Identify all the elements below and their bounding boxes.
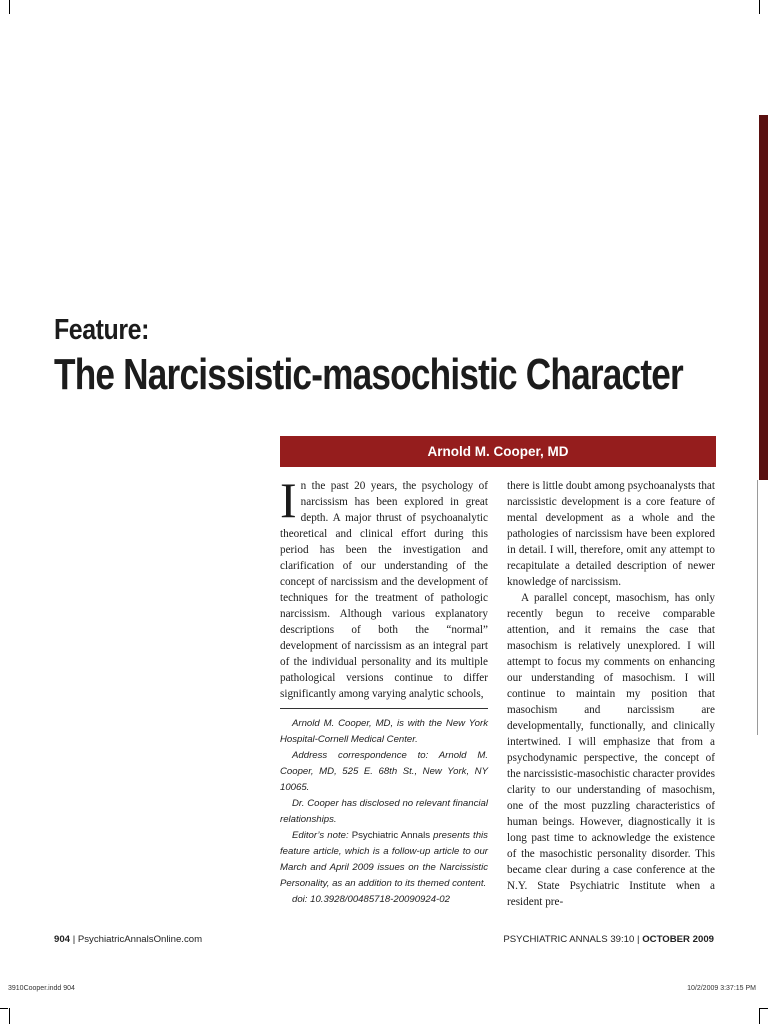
body-column-right [507,478,715,910]
crop-mark-bottom-left-h [0,1008,8,1009]
note-editor-text: presents this feature article, which is a follow-up article to our March and April 2009 issues on the Narcissistic Personality, as an addition to its themed content. [280,830,488,889]
feature-kicker: Feature: [54,314,149,346]
page-edge-line [757,480,758,735]
footer-right [503,934,714,945]
note-disclosure: Dr. Cooper has disclosed no relevant financial relationships. [280,798,488,825]
footer-separator: | [72,934,76,945]
footer-date: OCTOBER 2009 [642,934,714,945]
note-address: Address correspondence to: Arnold M. Cooper, MD, 525 E. 68th St., New York, NY 10065. [280,750,488,793]
drop-cap: I [280,472,297,528]
body-column-left [280,472,488,702]
footnote-rule [280,708,488,709]
author-notes [280,716,488,908]
page-edge-tab [759,115,768,480]
footer-left [54,934,202,945]
author-banner: Arnold M. Cooper, MD [280,436,716,467]
page-number: 904 [54,934,71,945]
body-paragraph-masochism: A parallel concept, masochism, has only recently begun to receive comparable attention, and it remains the case that masochism is relatively unexplored. I will attempt to focus my comments on enhancing our understanding of masochism. I will continue to maintain my position that masochism and narcissism are developmentally, functionally, and clinically intertwined. I will emphasize that from a psychodynamic perspective, the concept of the narcissistic-masochistic character provides clarity to our understanding of masochism, one of the most puzzling characteristics of human beings. However, diagnostically it is long past time to acknowledge the existence of the masochistic personality disorder. This became clear during a case conference at the N.Y. State Psychiatric Institute when a resident pre- [507,592,715,908]
note-editor-label: Editor’s note: [292,830,349,841]
body-paragraph-continued: there is little doubt among psychoanalysts that narcissistic development is a core feature of mental development as a whole and the pathologies of narcissism have been explored in detail. I will, therefore, omit any attempt to recapitulate a detailed description of newer knowledge of narcissism. [507,480,715,588]
footer-journal-issue: PSYCHIATRIC ANNALS 39:10 [503,934,635,945]
note-affiliation: Arnold M. Cooper, MD, is with the New York Hospital-Cornell Medical Center. [280,718,488,745]
footer-website: PsychiatricAnnalsOnline.com [77,934,203,945]
crop-mark-top-left [9,0,10,14]
slug-timestamp: 10/2/2009 3:37:15 PM [687,985,756,992]
crop-mark-bottom-left [9,1008,10,1024]
body-paragraph-intro-text: n the past 20 years, the psychology of narcissism has been explored in great depth. A major thrust of psychoanalytic theoretical and clinical effort during this period has been the investigation and clarification of our understanding of the concept of narcissism and the development of techniques for the treatment of pathologic narcissism. Although various explanatory descriptions of both the “normal” development of narcissism as an integral part of the individual personality and its multiple pathological versions continue to differ significantly among varying analytic schools, [280,480,488,700]
crop-mark-top-right [759,0,760,14]
footer-separator-right: | [637,934,640,945]
crop-mark-bottom-right-h [760,1008,768,1009]
note-editor [280,828,488,892]
note-journal-name: Psychiatric Annals [351,830,431,841]
slug-file: 3910Cooper.indd 904 [8,985,75,992]
body-paragraph-intro [280,472,488,702]
crop-mark-bottom-right [759,1008,760,1024]
article-title: The Narcissistic-masochistic Character [54,350,683,399]
note-doi: doi: 10.3928/00485718-20090924-02 [292,894,450,905]
